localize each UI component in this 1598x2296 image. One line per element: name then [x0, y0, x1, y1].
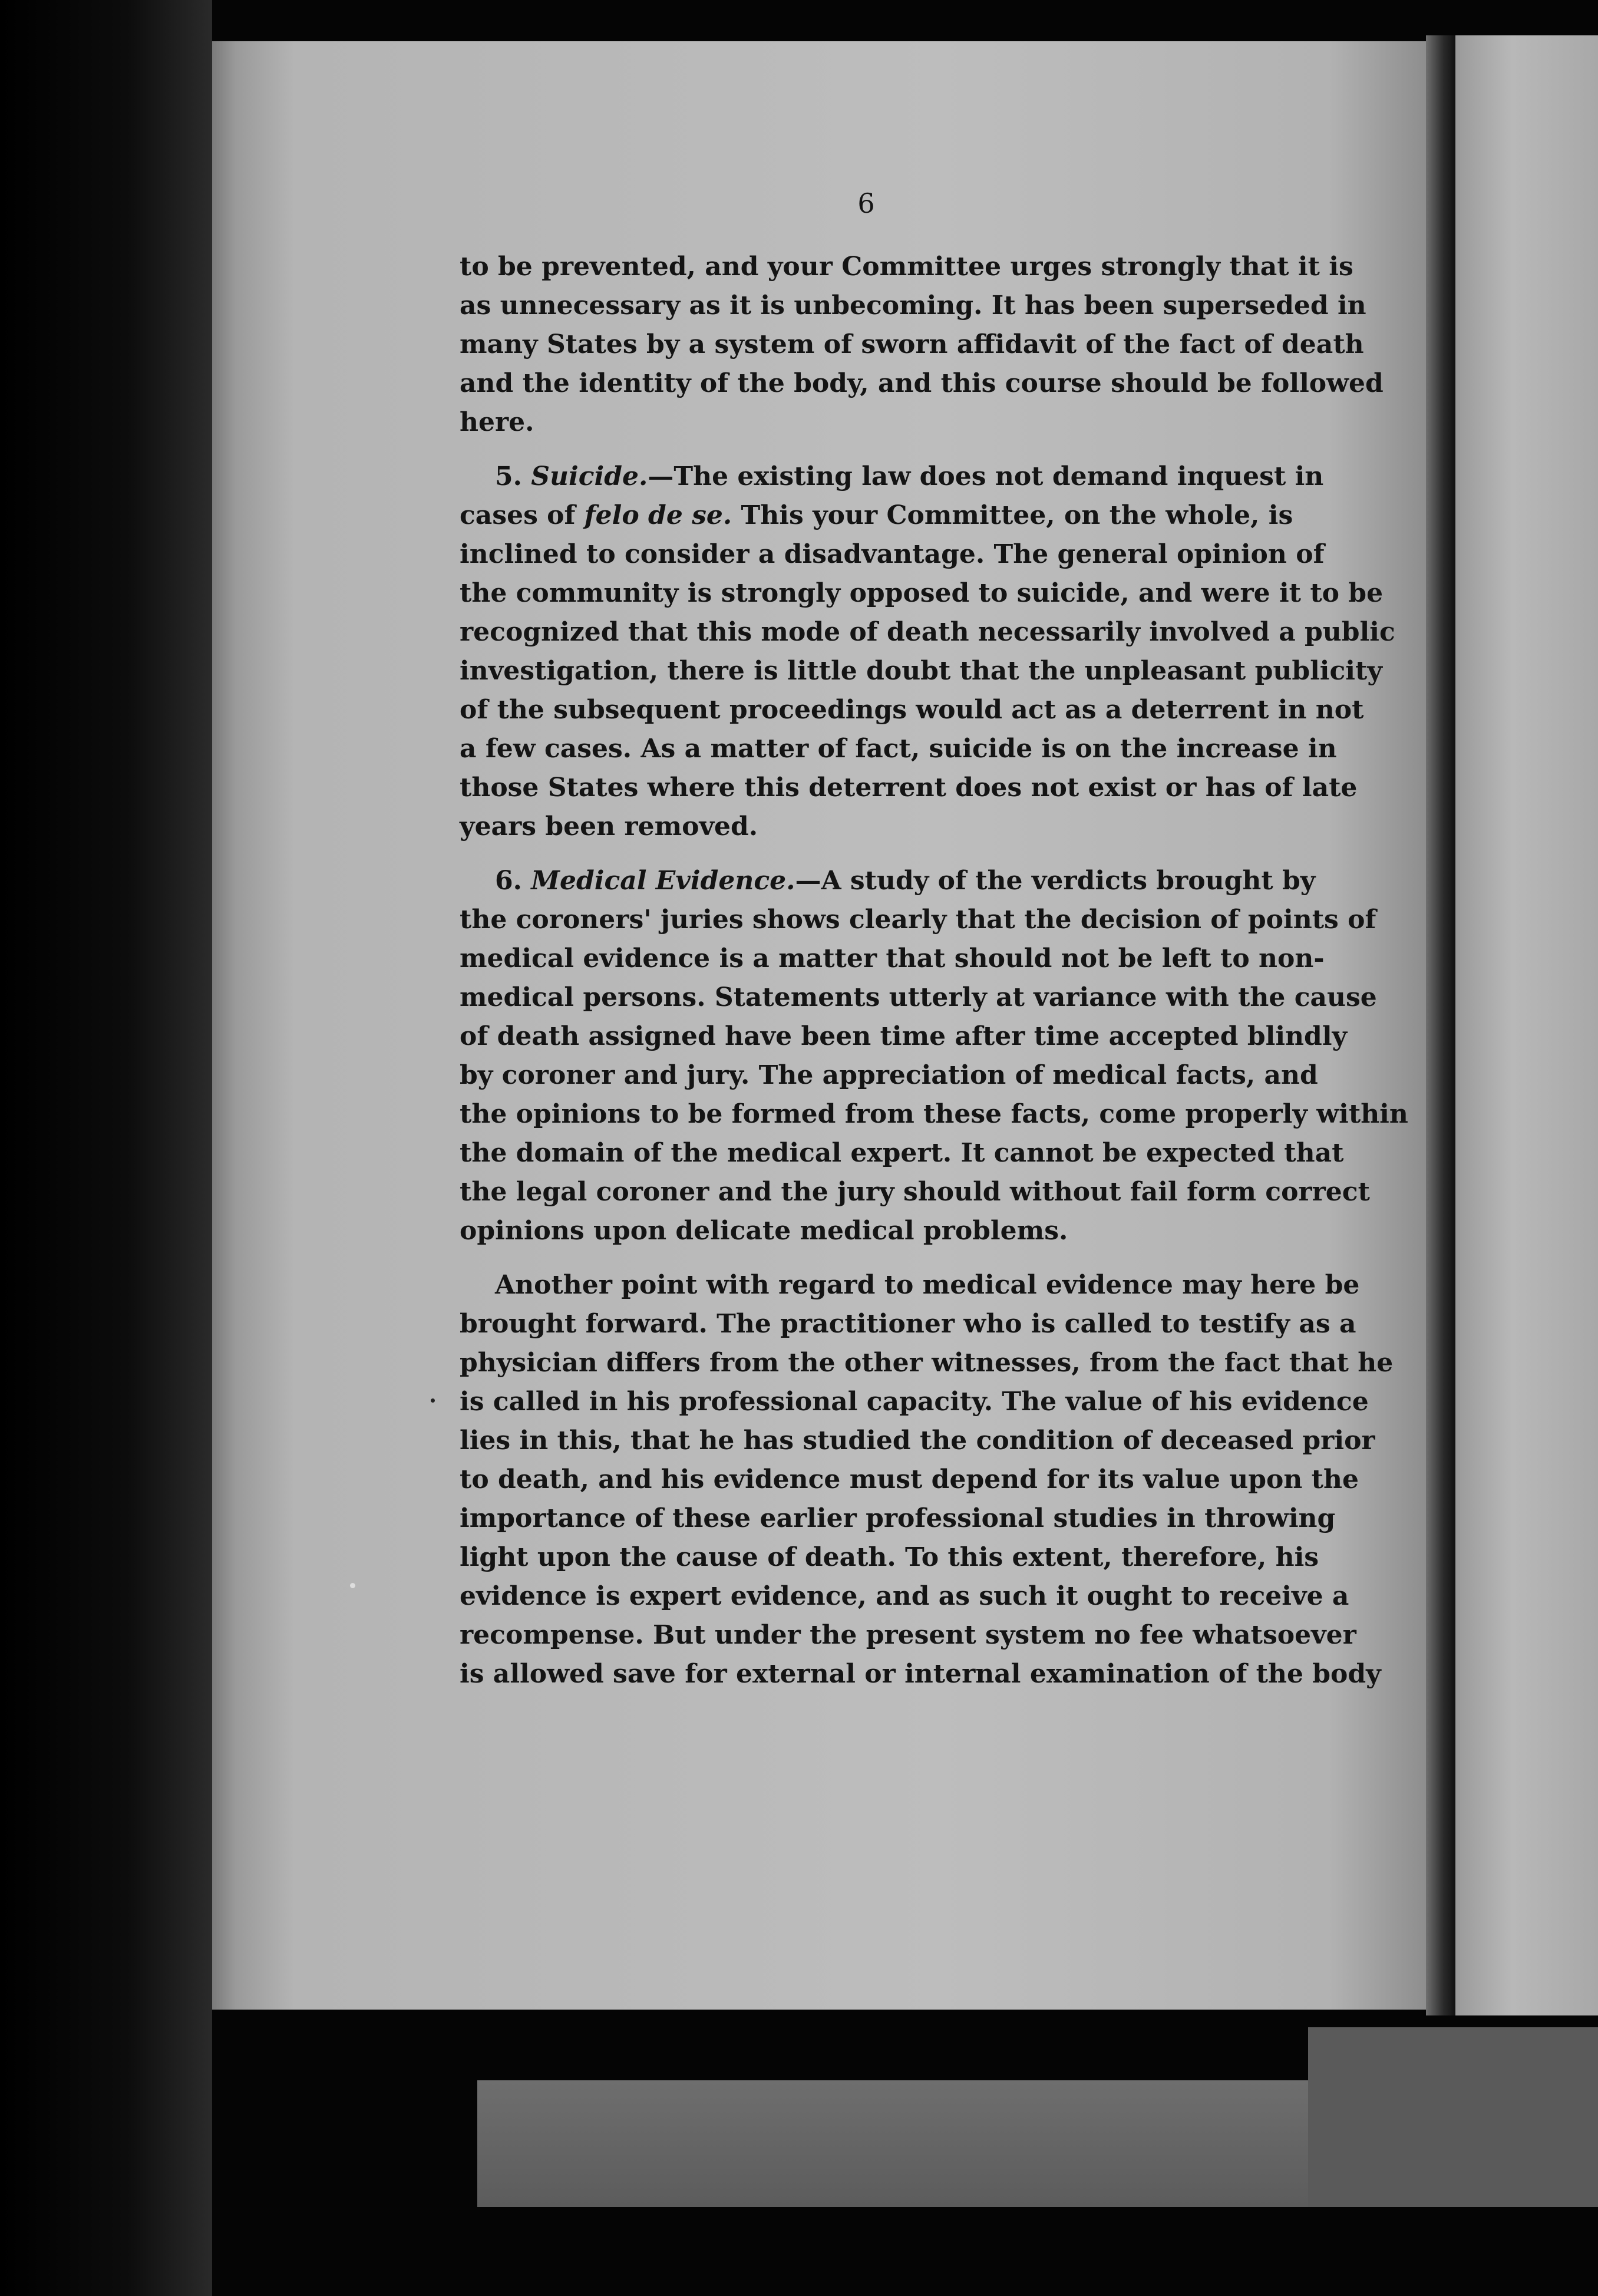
text-fragment: This your Committee, on the whole, is	[732, 500, 1293, 530]
text-line: importance of these earlier professional studies in throwing	[460, 1503, 1336, 1533]
text-line: brought forward. The practitioner who is called to testify as a	[460, 1309, 1356, 1339]
text-line: those States where this deterrent does not exist or has of late	[460, 773, 1358, 803]
text-line: here.	[460, 407, 534, 437]
text-line: a few cases. As a matter of fact, suicide is on the increase in	[460, 734, 1337, 764]
section-lead-text: —The existing law does not demand inquest in	[648, 461, 1324, 491]
scan-left-margin	[0, 0, 212, 2296]
text-line: recompense. But under the present system no fee whatsoever	[460, 1620, 1356, 1650]
text-line: light upon the cause of death. To this extent, therefore, his	[460, 1542, 1319, 1572]
paragraph-continuation	[460, 248, 1384, 442]
text-line: the domain of the medical expert. It cannot be expected that	[460, 1138, 1344, 1168]
text-line: lies in this, that he has studied the condition of deceased prior	[460, 1426, 1375, 1456]
text-line: medical evidence is a matter that should not be left to non-	[460, 944, 1325, 974]
scan-speck	[431, 1398, 435, 1403]
page-number: 6	[857, 187, 875, 219]
scan-speck	[350, 1583, 355, 1588]
text-line: investigation, there is little doubt that the unpleasant publicity	[460, 656, 1382, 686]
text-line: evidence is expert evidence, and as such it ought to receive a	[460, 1581, 1349, 1611]
text-line: is allowed save for external or internal examination of the body	[460, 1659, 1381, 1689]
text-line: years been removed.	[460, 811, 758, 842]
paragraph-fees	[460, 1266, 1394, 1694]
italic-term: felo de se.	[584, 500, 732, 530]
section-heading: Suicide.	[531, 461, 648, 491]
section-medical-evidence	[460, 862, 1408, 1251]
text-line: by coroner and jury. The appreciation of medical facts, and	[460, 1060, 1318, 1090]
text-line: many States by a system of sworn affidavit of the fact of death	[460, 329, 1364, 359]
text-line: to be prevented, and your Committee urges strongly that it is	[460, 252, 1353, 282]
text-line: the opinions to be formed from these facts, come properly within	[460, 1099, 1408, 1129]
section-suicide	[460, 457, 1395, 846]
text-line: is called in his professional capacity. The value of his evidence	[460, 1387, 1369, 1417]
body-text	[460, 248, 1408, 1694]
text-line: Another point with regard to medical evidence may here be	[495, 1270, 1360, 1300]
text-line: to death, and his evidence must depend for its value upon the	[460, 1464, 1359, 1495]
text-line: as unnecessary as it is unbecoming. It has been superseded in	[460, 291, 1366, 321]
text-line: physician differs from the other witnesses, from the fact that he	[460, 1348, 1394, 1378]
scan-bottom-corner	[1308, 2027, 1598, 2207]
text-line: the legal coroner and the jury should without fail form correct	[460, 1177, 1370, 1207]
section-lead-line	[460, 457, 1324, 496]
text-line: the coroners' juries shows clearly that the decision of points of	[460, 905, 1376, 935]
text-fragment: cases of	[460, 500, 585, 530]
text-line: of the subsequent proceedings would act as a deterrent in not	[460, 695, 1364, 725]
section-heading: Medical Evidence.	[531, 866, 795, 896]
text-line: the community is strongly opposed to suicide, and were it to be	[460, 578, 1384, 608]
section-number: 5.	[495, 461, 522, 491]
book-gutter	[1426, 35, 1455, 2015]
text-line: medical persons. Statements utterly at variance with the cause	[460, 982, 1377, 1012]
section-lead-line	[460, 862, 1316, 900]
text-line: recognized that this mode of death necessarily involved a public	[460, 617, 1395, 647]
section-lead-text: —A study of the verdicts brought by	[795, 866, 1316, 896]
text-line: inclined to consider a disadvantage. The general opinion of	[460, 539, 1325, 569]
text-line: opinions upon delicate medical problems.	[460, 1216, 1068, 1246]
section-number: 6.	[495, 866, 522, 896]
text-line: and the identity of the body, and this course should be followed	[460, 368, 1384, 398]
text-line: of death assigned have been time after time accepted blindly	[460, 1021, 1348, 1051]
facing-page-edge	[1455, 35, 1598, 2015]
text-line	[460, 496, 1293, 535]
